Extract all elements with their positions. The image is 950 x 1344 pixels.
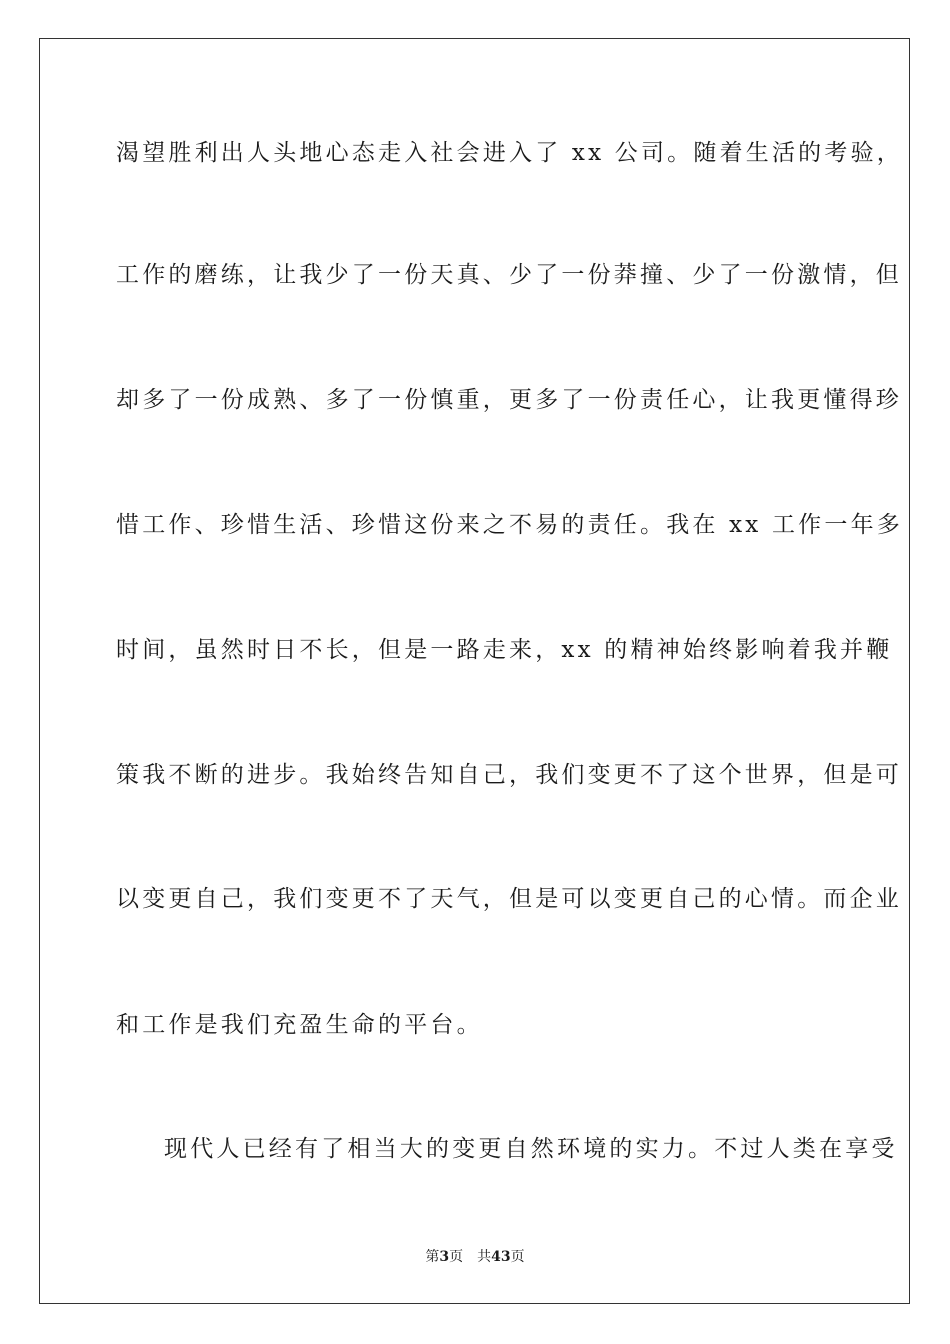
body-text-line-3: 却多了一份成熟、多了一份慎重，更多了一份责任心，让我更懂得珍 bbox=[116, 387, 902, 413]
footer-page-prefix: 第 bbox=[425, 1249, 440, 1265]
body-text-line-6: 策我不断的进步。我始终告知自己，我们变更不了这个世界，但是可 bbox=[116, 762, 902, 788]
body-text-line-9: 现代人已经有了相当大的变更自然环境的实力。不过人类在享受 bbox=[164, 1136, 898, 1162]
footer-total-suffix: 页 bbox=[510, 1249, 525, 1265]
body-text-line-8: 和工作是我们充盈生命的平台。 bbox=[116, 1012, 483, 1038]
footer-total-pages: 43 bbox=[491, 1249, 511, 1265]
footer-page-suffix: 页 bbox=[449, 1249, 464, 1265]
body-text-line-7: 以变更自己，我们变更不了天气，但是可以变更自己的心情。而企业 bbox=[116, 886, 902, 912]
body-text-line-1: 渴望胜利出人头地心态走入社会进入了 xx 公司。随着生活的考验， bbox=[116, 140, 903, 166]
page-footer bbox=[0, 1248, 950, 1266]
footer-total-prefix: 共 bbox=[477, 1249, 492, 1265]
body-text-line-2: 工作的磨练，让我少了一份天真、少了一份莽撞、少了一份激情，但 bbox=[116, 262, 902, 288]
footer-page-number: 3 bbox=[439, 1249, 450, 1265]
body-text-line-5: 时间，虽然时日不长，但是一路走来，xx 的精神始终影响着我并鞭 bbox=[116, 637, 893, 663]
page-border bbox=[39, 38, 910, 1304]
body-text-line-4: 惜工作、珍惜生活、珍惜这份来之不易的责任。我在 xx 工作一年多 bbox=[116, 512, 903, 538]
